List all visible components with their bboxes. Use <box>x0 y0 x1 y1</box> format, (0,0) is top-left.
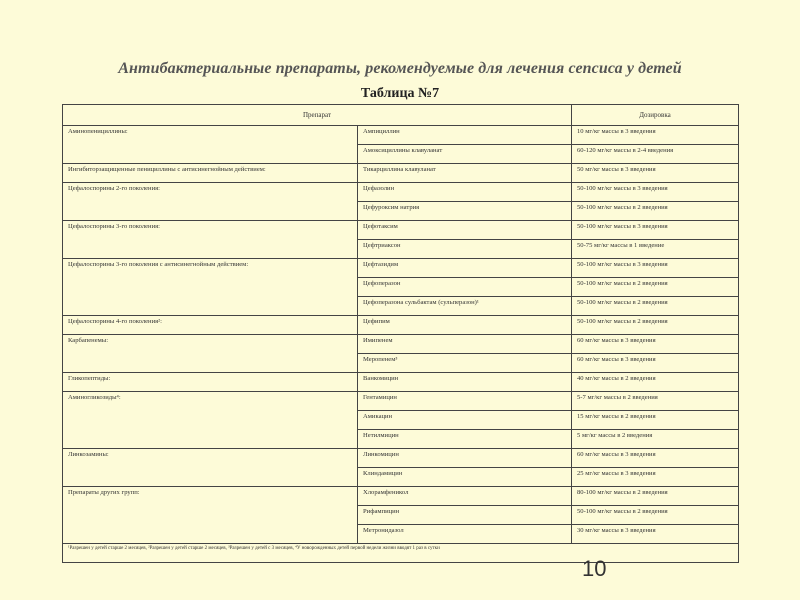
table-row <box>63 126 739 145</box>
group-name-cell: Цефалоспорины 3-го поколения: <box>63 221 358 259</box>
drug-name-cell: Цефтриаксон <box>358 240 572 259</box>
page-number: 10 <box>582 556 607 581</box>
table-row <box>63 316 739 335</box>
drug-name-cell: Клиндамицин <box>358 468 572 487</box>
table-header-row <box>63 105 739 126</box>
table-row <box>63 259 739 278</box>
dosage-cell: 60 мг/кг массы в 3 введения <box>572 449 739 468</box>
dosage-cell: 50-100 мг/кг массы в 2 введения <box>572 278 739 297</box>
drug-name-cell: Цефазолин <box>358 183 572 202</box>
table-row <box>63 449 739 468</box>
drug-name-cell: Цефоперазон <box>358 278 572 297</box>
table-row <box>63 183 739 202</box>
dosage-cell: 50-100 мг/кг массы в 3 введения <box>572 259 739 278</box>
dosage-cell: 60 мг/кг массы в 3 введения <box>572 354 739 373</box>
drug-name-cell: Метронидазол <box>358 525 572 544</box>
drug-name-cell: Линкомицин <box>358 449 572 468</box>
drug-name-cell: Нетилмицин <box>358 430 572 449</box>
table-row <box>63 392 739 411</box>
dosage-cell: 15 мг/кг массы в 2 введения <box>572 411 739 430</box>
dosage-cell: 40 мг/кг массы в 2 введения <box>572 373 739 392</box>
drug-name-cell: Цефуроксим натрия <box>358 202 572 221</box>
dosage-cell: 10 мг/кг массы в 3 введения <box>572 126 739 145</box>
drug-name-cell: Амоксициллины клавуланат <box>358 145 572 164</box>
footnote-text: ¹Разрешен у детей старше 2 месяцев, ²Разрешен у детей старше 2 месяцев, ³Разрешен у детей с 3 месяцев, ⁴У новорожденных детей первой недели жизни вводят 1 раз в сутки <box>63 544 739 563</box>
drug-name-cell: Гентамицин <box>358 392 572 411</box>
table-body <box>63 126 739 563</box>
group-name-cell: Аминогликозиды⁴: <box>63 392 358 449</box>
group-name-cell: Гликопептиды: <box>63 373 358 392</box>
drug-name-cell: Хлорамфеникол <box>358 487 572 506</box>
header-dosage: Дозировка <box>572 105 739 126</box>
drug-name-cell: Имипенем <box>358 335 572 354</box>
table-row <box>63 335 739 354</box>
drug-name-cell: Тикарциллина клавуланат <box>358 164 572 183</box>
table-row <box>63 221 739 240</box>
antibiotics-table <box>62 104 739 563</box>
drug-name-cell: Ванкомицин <box>358 373 572 392</box>
dosage-cell: 60 мг/кг массы в 3 введения <box>572 335 739 354</box>
dosage-cell: 50 мг/кг массы в 3 введения <box>572 164 739 183</box>
footnote-row <box>63 544 739 563</box>
dosage-cell: 5 мг/кг массы в 2 введения <box>572 430 739 449</box>
drug-name-cell: Рифампицин <box>358 506 572 525</box>
table-row <box>63 487 739 506</box>
dosage-cell: 50-100 мг/кг массы в 2 введения <box>572 316 739 335</box>
drug-name-cell: Цефтазидим <box>358 259 572 278</box>
drug-name-cell: Меропенем³ <box>358 354 572 373</box>
dosage-cell: 60-120 мг/кг массы в 2-4 введения <box>572 145 739 164</box>
dosage-cell: 50-100 мг/кг массы в 2 введения <box>572 297 739 316</box>
group-name-cell: Цефалоспорины 3-го поколения с антисинегнойным действием: <box>63 259 358 316</box>
group-name-cell: Цефалоспорины 2-го поколения: <box>63 183 358 221</box>
drug-name-cell: Цефипим <box>358 316 572 335</box>
dosage-cell: 50-75 мг/кг массы в 1 введение <box>572 240 739 259</box>
group-name-cell: Линкозамины: <box>63 449 358 487</box>
drug-name-cell: Амикацин <box>358 411 572 430</box>
group-name-cell: Цефалоспорины 4-го поколения²: <box>63 316 358 335</box>
dosage-cell: 80-100 мг/кг массы в 2 введения <box>572 487 739 506</box>
dosage-cell: 30 мг/кг массы в 3 введения <box>572 525 739 544</box>
table-row <box>63 164 739 183</box>
dosage-cell: 50-100 мг/кг массы в 3 введения <box>572 221 739 240</box>
slide-title: Антибактериальные препараты, рекомендуемые для лечения сепсиса у детей <box>118 60 682 77</box>
drug-name-cell: Цефотаксим <box>358 221 572 240</box>
drug-name-cell: Цефоперазона сульбактам (сульперазон)¹ <box>358 297 572 316</box>
table-row <box>63 373 739 392</box>
group-name-cell: Аминопенициллины: <box>63 126 358 164</box>
dosage-cell: 5-7 мг/кг массы в 2 введения <box>572 392 739 411</box>
table-caption: Таблица №7 <box>360 86 440 101</box>
group-name-cell: Карбапенемы: <box>63 335 358 373</box>
group-name-cell: Препараты других групп: <box>63 487 358 544</box>
dosage-cell: 50-100 мг/кг массы в 2 введения <box>572 202 739 221</box>
dosage-cell: 25 мг/кг массы в 3 введения <box>572 468 739 487</box>
group-name-cell: Ингибиторзащищенные пенициллины с антисинегнойным действием: <box>63 164 358 183</box>
header-drug: Препарат <box>63 105 572 126</box>
dosage-cell: 50-100 мг/кг массы в 2 введения <box>572 506 739 525</box>
dosage-cell: 50-100 мг/кг массы в 3 введения <box>572 183 739 202</box>
drug-name-cell: Ампициллин <box>358 126 572 145</box>
